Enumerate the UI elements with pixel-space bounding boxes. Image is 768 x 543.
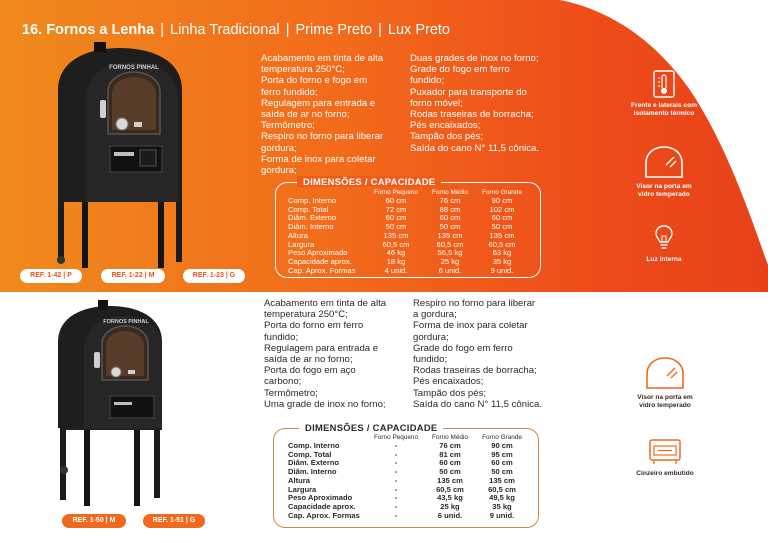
table-row: Comp. Total - 81 cm 95 cm [288,449,513,459]
table-row: Peso Aproximado 46 kg 56,5 kg 63 kg [288,248,512,258]
ref-badge-1-51: REF. 1-51 | G [143,514,205,528]
spec-line: Porta do forno em ferro [264,320,364,332]
spec-line: Duas grades de inox no forno; [410,53,539,64]
oven-brand-text-bottom: FORNOS PINHAL [103,319,149,325]
feature-tempered-glass-bottom: Visor na porta em vidro temperado [620,356,710,410]
spec-line: Acabamento em tinta de alta [261,53,384,64]
spec-line: gordura; [413,331,449,343]
title-segment-1: Linha Tradicional [170,22,280,38]
spec-line: Tampão dos pés; [410,131,484,143]
table-row: Largura 60,5 cm 60,5 cm 60,5 cm [288,239,516,249]
col-header: Forno Grande [482,189,522,196]
top-dimensions-table [288,189,528,275]
bottom-dimensions-title: DIMENSÕES / CAPACIDADE [299,422,443,433]
table-row: Comp. Interno - 76 cm 90 cm [288,441,513,450]
title-segment-2: Prime Preto [295,22,373,38]
ref-badge-1-50: REF. 1-50 | M [62,514,126,528]
spec-line: Respiro no forno para liberar [413,298,536,309]
table-row: Diâm. Externo 60 cm 60 cm 60 cm [288,213,513,223]
thermal-insulation-icon [653,70,675,98]
spec-line: saída de ar no forno; [264,354,353,366]
spec-line: fundido; [413,354,448,366]
spec-line: Porta do forno e fogo em [261,75,368,87]
table-row: Altura 135 cm 135 cm 135 cm [288,230,515,240]
col-header: Forno Médio [432,434,468,441]
spec-line: Termômetro; [264,387,318,399]
bottom-specs-right [413,298,547,410]
ref-badge-1-22: REF. 1-22 | M [101,269,165,283]
spec-line: a gordura; [413,309,457,321]
spec-line: gordura; [261,142,297,154]
spec-line: temperatura 250°C; [261,64,345,76]
spec-line: Forma de inox para coletar [261,153,376,165]
bottom-dimensions-table [288,434,528,520]
ref-badge-1-42: REF. 1-42 | P [20,269,82,283]
spec-line: Saída do cano N° 11,5 cônica. [413,398,542,410]
top-specs-right [410,53,548,154]
spec-line: Respiro no forno para liberar [261,131,384,143]
table-row: Comp. Interno 60 cm 76 cm 90 cm [288,196,513,205]
spec-line: Pés encaixados; [413,376,484,388]
table-row: Cap. Aprox. Formas - 6 unid. 9 unid. [288,510,515,520]
spec-line: carbono; [264,376,302,388]
spec-line: saída de ar no forno; [261,109,350,121]
light-bulb-icon [654,224,674,252]
feature-light-bulb: Luz interna [619,224,709,264]
top-specs-left [261,53,396,176]
spec-line: Regulagem para entrada e [261,97,376,109]
spec-line: fundido; [410,75,445,87]
col-header: Forno Pequeno [373,434,419,441]
top-dimensions-title: DIMENSÕES / CAPACIDADE [297,176,441,187]
spec-line: Regulagem para entrada e [264,342,379,354]
spec-line: temperatura 250°C; [264,309,348,321]
table-row: Capacidade aprox. - 25 kg 35 kg [288,501,512,511]
feature-ash-drawer: Cinzeiro embutido [620,438,710,478]
bottom-specs-left [264,298,398,410]
spec-line: Grade do fogo em ferro [410,64,510,76]
title-segment-3: Lux Preto [387,22,450,38]
spec-line: Termômetro; [261,120,315,132]
table-row: Altura - 135 cm 135 cm [288,475,515,485]
table-row: Diâm. Externo - 60 cm 60 cm [288,458,513,468]
oven-image-top [48,42,198,268]
spec-line: forno móvel; [410,97,463,109]
table-row: Cap. Aprox. Formas 4 unid. 6 unid. 9 unid. [288,265,514,275]
col-header: Forno Médio [432,189,468,196]
feature-tempered-glass-top: Visor na porta em vidro temperado [619,145,709,199]
feature-thermal-insulation: Frente e laterais com isolamento térmico [619,70,709,118]
col-header: Forno Pequeno [373,189,419,196]
spec-line: Rodas traseiras de borracha; [410,109,534,121]
spec-line: Rodas traseiras de borracha; [413,365,537,377]
table-row: Comp. Total 72 cm 88 cm 102 cm [288,204,515,214]
section-number: 16. [22,22,43,38]
ref-badge-1-23: REF. 1-23 | G [183,269,245,283]
spec-line: Pés encaixados; [410,120,481,132]
spec-line: Puxador para transporte do [410,86,527,98]
table-row: Largura - 60,5 cm 60,5 cm [288,484,516,494]
spec-line: Acabamento em tinta de alta [264,298,387,309]
spec-line: Uma grade de inox no forno; [264,398,386,410]
ash-drawer-icon [648,438,682,466]
spec-line: Grade do fogo em ferro [413,342,513,354]
spec-line: ferro fundido; [261,86,318,98]
page-title: 16. Fornos a Lenha | Linha Tradicional | Prime Preto | Lux Preto [22,22,450,38]
spec-line: fundido; [264,331,299,343]
tempered-glass-icon [643,356,687,390]
oven-brand-text-top: FORNOS PINHAL [109,65,159,71]
oven-image-bottom [50,300,180,510]
table-row: Diâm. Interno - 50 cm 50 cm [288,467,513,477]
spec-line: Porta do fogo em aço [264,365,356,377]
spec-line: Forma de inox para coletar [413,320,528,332]
col-header: Forno Grande [482,434,522,441]
spec-line: gordura; [261,165,297,177]
product-name: Fornos a Lenha [46,22,155,38]
spec-line: Tampão dos pés; [413,387,487,399]
table-row: Capacidade aprox. 18 kg 25 kg 35 kg [288,256,512,266]
table-row: Peso Aproximado - 43,5 kg 49,5 kg [288,493,515,503]
table-row: Diâm. Interno 50 cm 50 cm 50 cm [288,222,513,232]
spec-line: Saída do cano N° 11,5 cônica. [410,142,539,154]
tempered-glass-icon [642,145,686,179]
